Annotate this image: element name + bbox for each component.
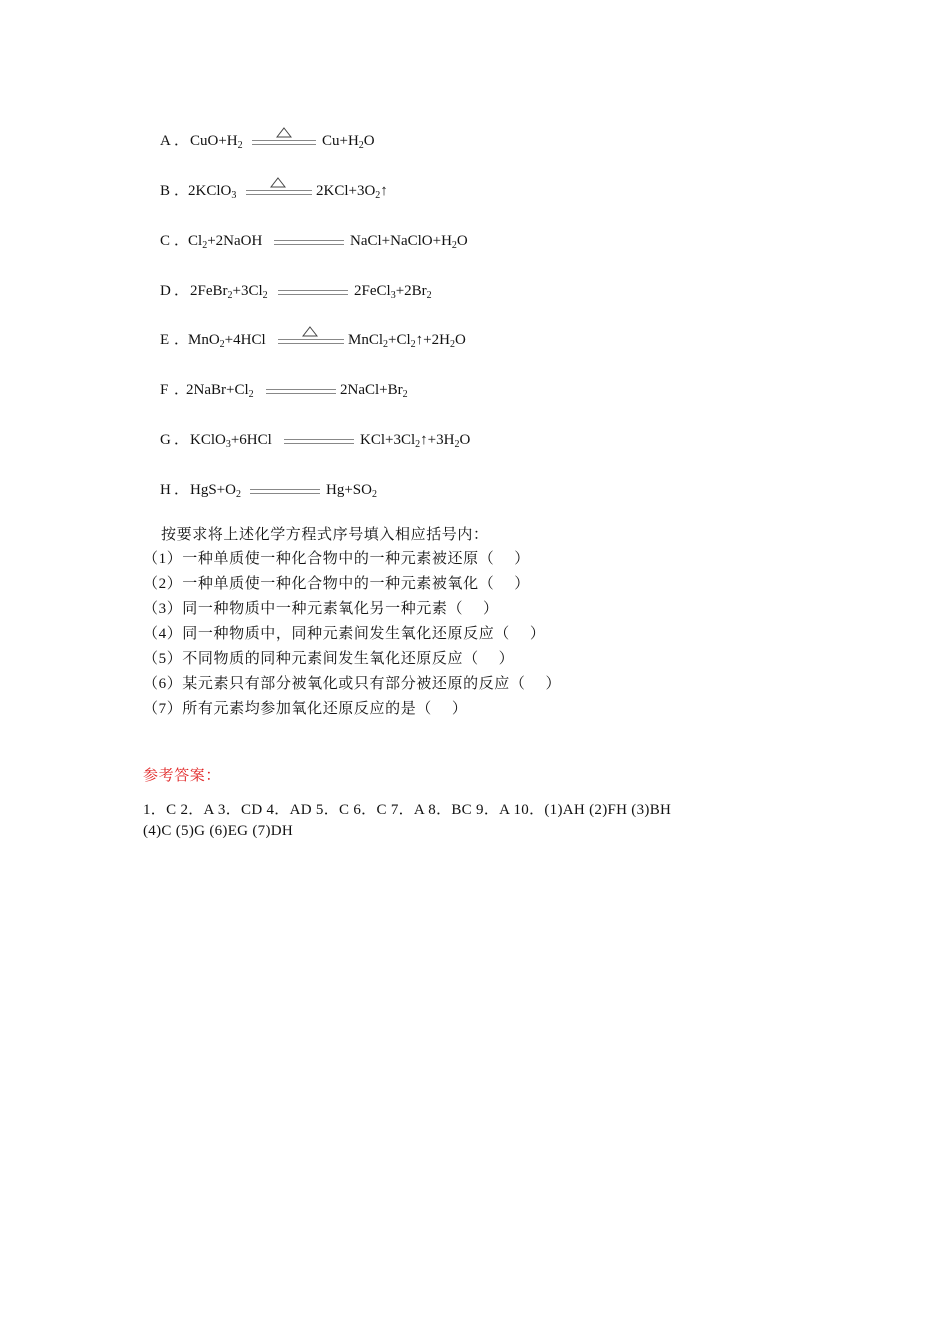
equation-reactants: 2KClO$_3$ xyxy=(188,183,237,201)
answer-line-1: 1．C 2．A 3．CD 4．AD 5．C 6．C 7．A 8．BC 9．A 10．(1)AH (2)FH (3)BH xyxy=(143,802,672,818)
equation-products: $KCl+3Cl_2↑+3H_2O$ xyxy=(360,432,471,450)
reaction-line xyxy=(284,439,354,444)
equation-products: $MnCl_2+Cl_2↑+2H_2O$ xyxy=(348,332,466,350)
answer-line-2: (4)C (5)G (6)EG (7)DH xyxy=(143,823,294,839)
equation-products: $2KCl+3O_2↑$ xyxy=(316,183,388,201)
equation-letter: B xyxy=(160,183,171,199)
equation-dot: ． xyxy=(174,133,190,149)
heat-triangle-icon xyxy=(270,177,286,188)
reaction-line xyxy=(274,240,344,245)
heat-triangle-icon xyxy=(302,326,318,337)
equation-letter: H xyxy=(160,482,171,498)
equation-letter: C xyxy=(160,233,171,249)
question-4: （4）同一种物质中，同种元素间发生氧化还原反应（ ） xyxy=(143,626,546,642)
answer-heading: 参考答案： xyxy=(143,768,222,784)
equation-letter: E xyxy=(160,332,170,348)
equation-products: $2NaCl+Br_2$ xyxy=(340,382,408,400)
equation-reactants: $2NaBr+Cl_2$ xyxy=(186,382,254,400)
equation-products: $Cu+H_2O$ xyxy=(322,133,375,151)
equation-reactants: $HgS+O_2$ xyxy=(190,482,241,500)
reaction-line xyxy=(266,389,336,394)
reaction-line xyxy=(250,489,320,494)
reaction-line xyxy=(246,190,312,195)
question-1: （1）一种单质使一种化合物中的一种元素被还原（ ） xyxy=(143,551,530,567)
equation-letter: F xyxy=(160,382,169,398)
equation-reactants: $2FeBr_2+3Cl_2$ xyxy=(190,283,268,301)
question-7: （7）所有元素均参加氧化还原反应的是（ ） xyxy=(143,701,468,717)
equation-letter: A xyxy=(160,133,171,149)
reaction-line xyxy=(252,140,316,145)
reaction-line xyxy=(278,290,348,295)
equation-dot: ． xyxy=(174,482,190,498)
equation-letter: D xyxy=(160,283,171,299)
question-2: （2）一种单质使一种化合物中的一种元素被氧化（ ） xyxy=(143,576,530,592)
equation-dot: ． xyxy=(174,432,190,448)
equation-products: $2FeCl_3+2Br_2$ xyxy=(354,283,432,301)
question-6: （6）某元素只有部分被氧化或只有部分被还原的反应（ ） xyxy=(143,676,562,692)
equation-dot: ． xyxy=(174,382,190,398)
heat-triangle-icon xyxy=(276,127,292,138)
equation-dot: ． xyxy=(174,183,190,199)
equation-letter: G xyxy=(160,432,171,448)
equation-dot: ． xyxy=(174,332,190,348)
question-3: （3）同一种物质中一种元素氧化另一种元素（ ） xyxy=(143,601,499,617)
reaction-line xyxy=(278,339,344,344)
equation-dot: ． xyxy=(174,283,190,299)
equation-reactants: $Cl_2+2NaOH$ xyxy=(188,233,263,251)
equation-reactants: KClO$_3$+6HCl xyxy=(190,432,272,450)
question-5: （5）不同物质的同种元素间发生氧化还原反应（ ） xyxy=(143,651,515,667)
equation-products: $Hg+SO_2$ xyxy=(326,482,377,500)
equation-dot: ． xyxy=(174,233,190,249)
equation-products: $NaCl+NaClO+H_2O$ xyxy=(350,233,468,251)
instruction-text: 按要求将上述化学方程式序号填入相应括号内： xyxy=(161,527,489,543)
equation-reactants: MnO$_2$+4HCl xyxy=(188,332,266,350)
equation-reactants: $CuO+H_2$ xyxy=(190,133,243,151)
